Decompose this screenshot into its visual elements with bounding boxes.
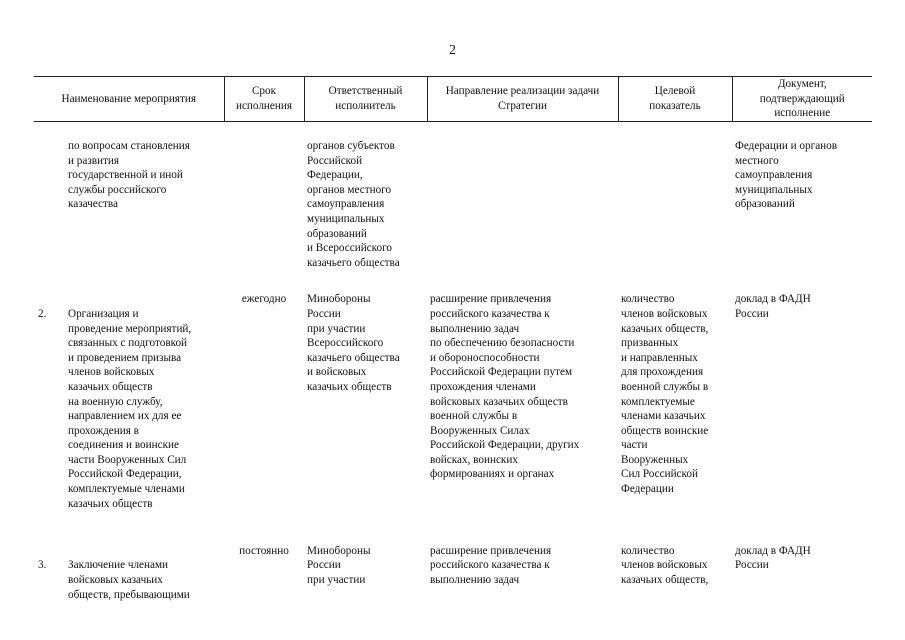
header-executor: Ответственный исполнитель xyxy=(304,77,427,122)
table-row xyxy=(34,122,872,271)
header-direction: Направление реализации задачи Стратегии xyxy=(427,77,618,122)
cell-document: Федерации и органов местного самоуправления муниципальных образований xyxy=(735,140,838,211)
cell-indicator xyxy=(618,122,732,271)
cell-term: постоянно xyxy=(239,544,289,557)
page-number: 2 xyxy=(449,43,456,58)
cell-executor: Минобороны России при участии xyxy=(307,544,371,587)
header-indicator: Целевой показатель xyxy=(618,77,732,122)
table-header-row xyxy=(34,77,872,122)
table-row xyxy=(34,270,872,526)
row-number: 2. xyxy=(38,307,47,320)
header-name: Наименование мероприятия xyxy=(34,77,224,122)
cell-executor: Минобороны России при участии Всероссийского казачьего общества и войсковых казачьих обществ xyxy=(307,293,400,393)
cell-document: доклад в ФАДН России xyxy=(735,293,811,320)
cell-name: по вопросам становления и развития государственной и иной службы российского казачества xyxy=(68,140,190,211)
cell-document: доклад в ФАДН России xyxy=(735,544,811,572)
cell-direction: расширение привлечения российского казачества к выполнению задач xyxy=(430,544,552,587)
cell-indicator: количество членов войсковых казачьих обществ, призванных и направленных для прохождения военной службы в комплектуемые членами казачьих обществ воинские части Вооруженных Сил Российской Федерации xyxy=(621,293,709,496)
cell-term: ежегодно xyxy=(241,293,287,306)
cell-indicator: количество членов войсковых казачьих обществ, xyxy=(621,544,709,587)
cell-executor: органов субъектов Российской Федерации, органов местного самоуправления муниципальных образований и Всероссийского казачьего общества xyxy=(307,140,400,269)
action-plan-table xyxy=(34,76,872,617)
cell-name xyxy=(34,526,224,617)
cell-direction xyxy=(427,122,618,271)
row-title: Организация и проведение мероприятий, связанных с подготовкой и проведением призыва членов войсковых казачьих обществ на военную службу, направлением их для ее прохождения в соединения и воинские части Вооруженных Сил Российской Федерации, комплектуемые членами казачьих обществ xyxy=(68,307,192,510)
table-row xyxy=(34,526,872,617)
cell-direction: расширение привлечения российского казачества к выполнению задач по обеспечению безопасности и обороноспособности Российской Федерации путем прохождения членами войсковых казачьих обществ военной службы в Вооруженных Силах Российской Федерации, других войсках, воинских формированиях и органах xyxy=(430,293,580,481)
row-title: Заключение членами войсковых казачьих обществ, пребывающими xyxy=(68,559,190,601)
header-term: Срок исполнения xyxy=(224,77,304,122)
cell-name xyxy=(34,270,224,526)
row-number: 3. xyxy=(38,559,47,572)
header-document: Документ, подтверждающий исполнение xyxy=(732,77,872,122)
cell-term xyxy=(224,122,304,271)
